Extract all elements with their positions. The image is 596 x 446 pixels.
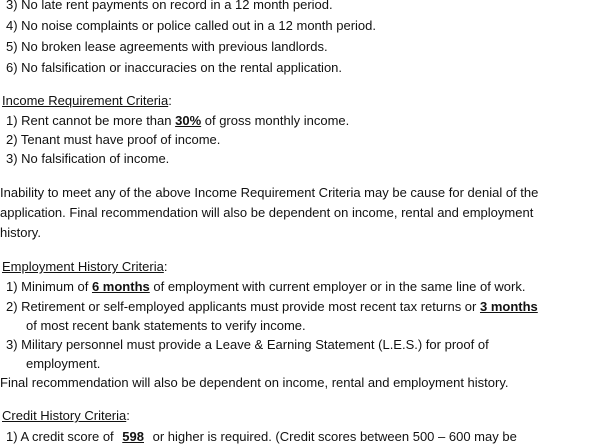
income-heading-colon: : [168,93,172,108]
credit-item-1-post: or higher is required. (Credit scores between 500 – 600 may be [148,429,517,444]
employment-item-1 [6,279,525,295]
employment-item-1-post: of employment with current employer or in the same line of work. [149,279,526,294]
income-note-line-2: application. Final recommendation will also be dependent on income, rental and employment [0,205,534,220]
bank-statement-duration: 3 months [479,299,538,314]
income-note-line-1: Inability to meet any of the above Income Requirement Criteria may be cause for denial of the [0,185,539,200]
employment-note: Final recommendation will also be dependent on income, rental and employment history. [0,375,509,390]
income-item-1 [6,113,349,129]
income-item-1-pre: 1) Rent cannot be more than [6,113,176,128]
employment-heading-colon: : [163,259,168,274]
income-item-2: 2) Tenant must have proof of income. [6,132,221,147]
background-item-5: 5) No broken lease agreements with previous landlords. [6,39,328,54]
employment-item-3: 3) Military personnel must provide a Leave & Earning Statement (L.E.S.) for proof of [6,337,489,352]
employment-item-2-pre: 2) Retirement or self-employed applicants must provide most recent tax returns or [6,299,480,314]
credit-item-1-pre: 1) A credit score of [6,429,118,444]
background-item-6: 6) No falsification or inaccuracies on the rental application. [6,60,343,75]
employment-duration: 6 months [91,279,150,294]
employment-heading-text: Employment History Criteria [2,259,164,274]
employment-item-1-pre: 1) Minimum of [6,279,92,294]
employment-item-2 [6,299,538,315]
employment-item-3-continuation: employment. [26,356,101,371]
credit-heading-text: Credit History Criteria [2,408,127,423]
income-percent: 30% [175,113,202,128]
employment-section-heading [2,259,167,275]
income-item-3: 3) No falsification of income. [6,151,170,166]
income-heading-text: Income Requirement Criteria [2,93,169,108]
background-item-3: 3) No late rent payments on record in a 12 month period. [6,0,333,12]
credit-score-value: 598 [122,429,144,444]
employment-item-2-continuation: of most recent bank statements to verify income. [26,318,306,333]
credit-item-1 [6,429,517,445]
credit-heading-colon: : [126,408,130,423]
income-item-1-post: of gross monthly income. [201,113,350,128]
income-section-heading [2,93,172,109]
credit-section-heading [2,408,130,424]
income-note-line-3: history. [0,225,41,240]
background-item-4: 4) No noise complaints or police called out in a 12 month period. [6,18,376,33]
